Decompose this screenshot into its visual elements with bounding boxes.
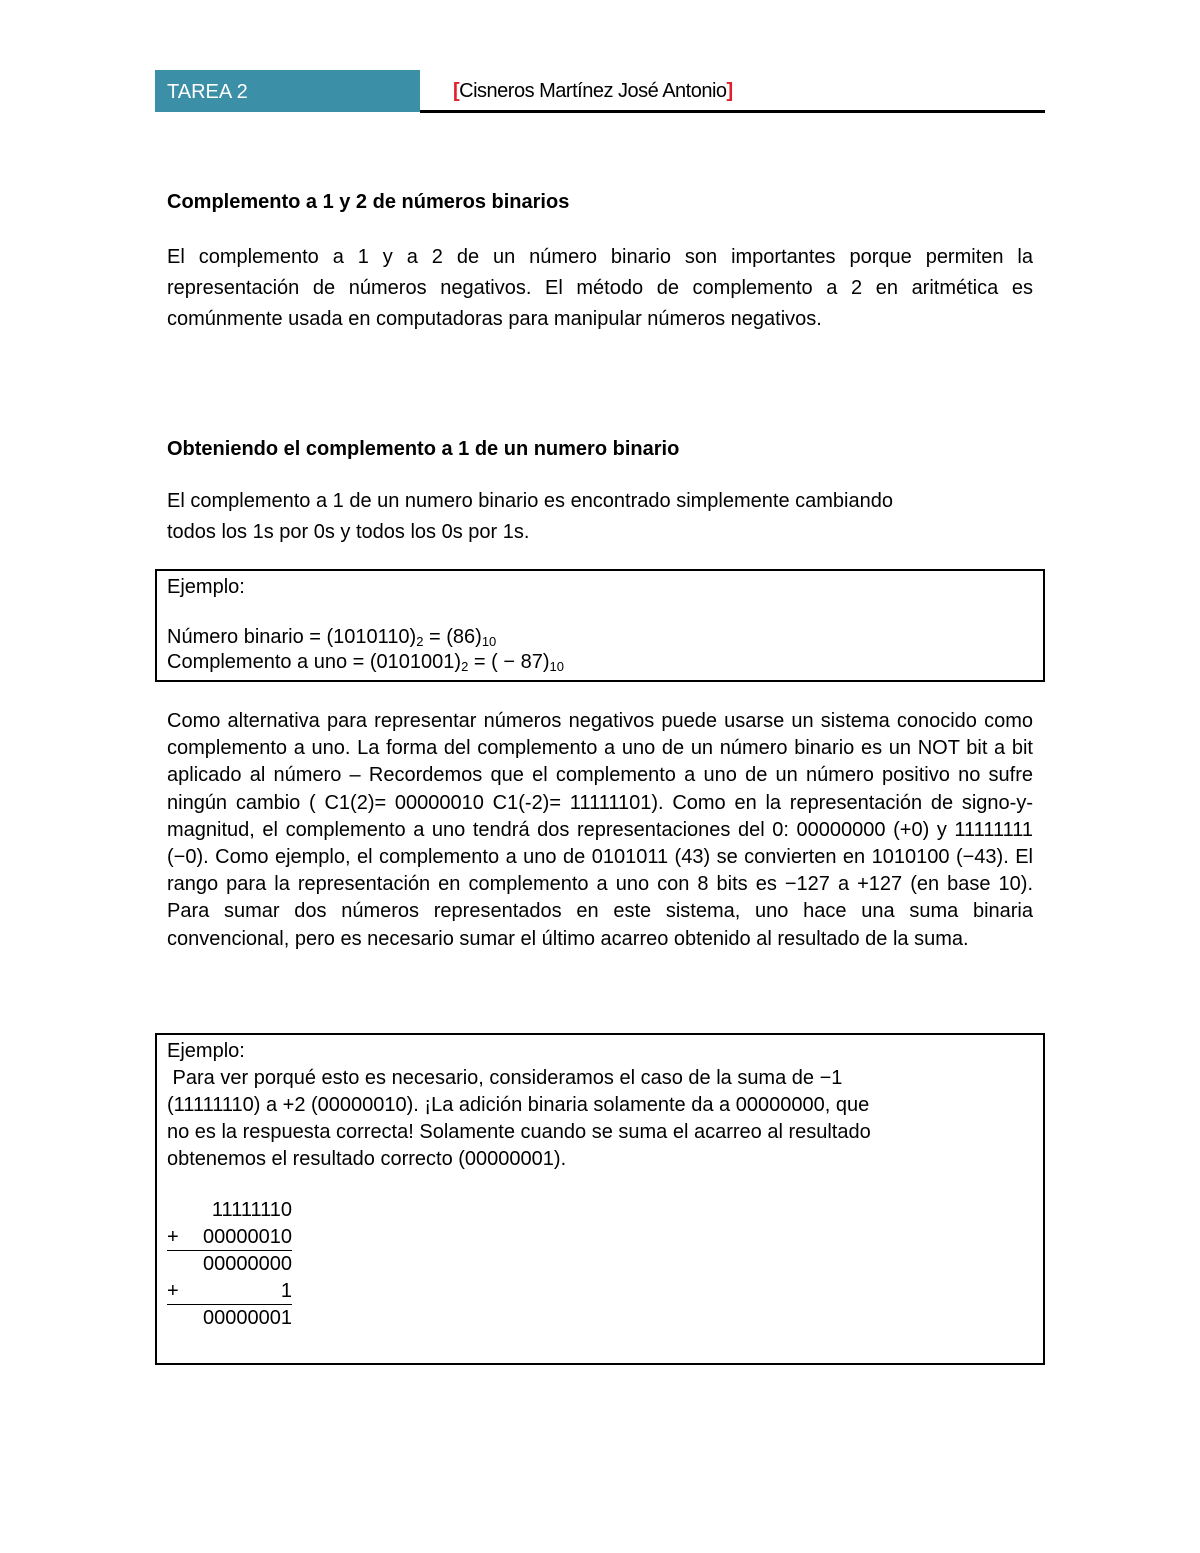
example1-line2-prefix: Complemento a uno = (0101001) <box>167 651 462 673</box>
section2-line1: El complemento a 1 de un numero binario es encontrado simplemente cambiando <box>167 490 893 512</box>
example1-line1-mid: = (86) <box>423 626 482 648</box>
section2-line2: todos los 1s por 0s y todos los 0s por 1s. <box>167 521 530 543</box>
sum-row4-operator: + <box>167 1279 179 1302</box>
sum-row4-value: 1 <box>280 1279 292 1302</box>
example1-line2-mid: = ( − 87) <box>468 651 550 673</box>
binary-sum <box>167 1197 1033 1332</box>
author-name: Cisneros Martínez José Antonio <box>459 80 727 102</box>
section3-paragraph: Como alternativa para representar números negativos puede usarse un sistema conocido como complemento a uno. La forma del complemento a uno de un número binario es un NOT bit a bit aplicado al número – Recordemos que el complemento a uno de un número positivo no sufre ningún cambio ( C1(2)= 00000010 C1(-2)= 11111101). Como en la representación de signo-y-magnitud, el complemento a uno tendrá dos representaciones del 0: 00000000 (+0) y 11111111 (−0). Como ejemplo, el complemento a uno de 0101011 (43) se convierten en 1010100 (−43). El rango para la representación en complemento a uno con 8 bits es −127 a +127 (en base 10). Para sumar dos números representados en este sistema, uno hace una suma binaria convencional, pero es necesario sumar el último acarreo obtenido al resultado de la suma. <box>167 710 1033 950</box>
example1-line2-sub1: 2 <box>461 659 469 674</box>
example2-line4: obtenemos el resultado correcto (00000001). <box>167 1148 567 1170</box>
sum-row1-value: 11111110 <box>211 1199 292 1221</box>
header-tag-text: TAREA 2 <box>167 81 248 103</box>
example2-line1: Para ver porqué esto es necesario, consideramos el caso de la suma de −1 <box>167 1067 843 1089</box>
example1-line1-prefix: Número binario = (1010110) <box>167 626 417 648</box>
example1-line2-sub2: 10 <box>549 659 564 674</box>
section1-paragraph: El complemento a 1 y a 2 de un número binario son importantes porque permiten la representación de números negativos. El método de complemento a 2 en aritmética es comúnmente usada en computadoras para manipular números negativos. <box>167 246 1033 330</box>
sum-row5-value: 00000001 <box>203 1307 292 1329</box>
example2-line2: (11111110) a +2 (00000010). ¡La adición binaria solamente da a 00000000, que <box>167 1094 870 1116</box>
header-tag <box>155 70 420 112</box>
example1-line2 <box>167 650 1033 675</box>
sum-row2-operator: + <box>167 1225 179 1248</box>
sum-row3 <box>167 1251 292 1278</box>
sum-row2 <box>167 1224 292 1252</box>
example1-label: Ejemplo: <box>167 576 245 598</box>
section1-title: Complemento a 1 y 2 de números binarios <box>167 191 570 213</box>
sum-row5 <box>167 1305 292 1332</box>
example1-box <box>155 569 1045 682</box>
sum-row2-value: 00000010 <box>203 1225 292 1248</box>
example2-line3: no es la respuesta correcta! Solamente cuando se suma el acarreo al resultado <box>167 1121 871 1143</box>
example2-label: Ejemplo: <box>167 1040 245 1062</box>
sum-row3-value: 00000000 <box>203 1253 292 1275</box>
sum-row1 <box>167 1197 292 1224</box>
bracket-open: [ <box>453 80 460 102</box>
section2-paragraph <box>167 486 1033 548</box>
example1-line1-sub2: 10 <box>481 634 497 649</box>
example1-line1-sub1: 2 <box>416 634 424 649</box>
example1-line1 <box>167 625 1033 650</box>
header-author <box>453 80 733 103</box>
section2-title: Obteniendo el complemento a 1 de un numero binario <box>167 438 680 460</box>
sum-row4 <box>167 1278 292 1306</box>
example2-box <box>155 1033 1045 1365</box>
header-rule <box>420 110 1045 113</box>
bracket-close: ] <box>726 80 733 102</box>
